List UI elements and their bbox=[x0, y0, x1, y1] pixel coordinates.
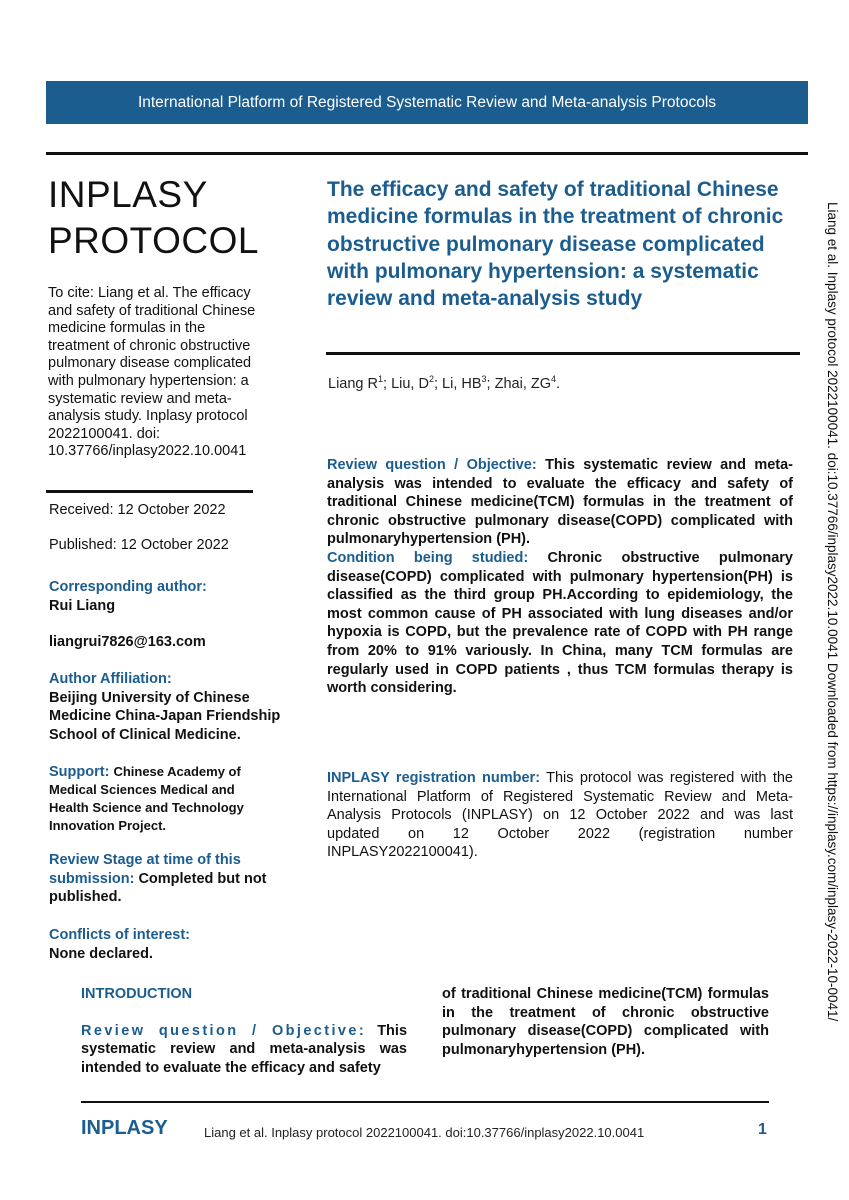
top-rule bbox=[46, 152, 808, 155]
published-date: Published: 12 October 2022 bbox=[49, 537, 229, 553]
protocol-heading-line1: INPLASY bbox=[48, 174, 208, 215]
left-divider bbox=[46, 490, 253, 493]
intro-review-question-text-right: of traditional Chinese medicine(TCM) formulas in the treatment of chronic obstructive pulmonary disease(COPD) complicated with pulmonaryhypertension (PH). bbox=[442, 986, 769, 1058]
author-name: Liang R bbox=[328, 375, 378, 392]
paper-title: The efficacy and safety of traditional Chinese medicine formulas in the treatment of chronic obstructive pulmonary disease complicated with pulmonary hypertension: a systematic review and meta-analysis study bbox=[327, 178, 784, 311]
page-number: 1 bbox=[758, 1121, 767, 1138]
condition-label: Condition being studied: bbox=[327, 549, 529, 566]
affiliation-label: Author Affiliation: bbox=[49, 671, 172, 687]
protocol-heading-line2: PROTOCOL bbox=[48, 220, 259, 261]
conflicts-of-interest bbox=[49, 926, 289, 963]
author-name: Zhai, ZG bbox=[494, 375, 552, 392]
author-separator: ; bbox=[433, 375, 443, 392]
author-separator: ; bbox=[383, 375, 392, 392]
review-stage bbox=[49, 851, 294, 907]
intro-review-question-text-left: This systematic review and meta-analysis was intended to evaluate the efficacy and safety bbox=[81, 1022, 408, 1076]
review-stage-label: Review Stage at time of this submission: bbox=[49, 852, 241, 887]
conflicts-value: None declared. bbox=[49, 945, 153, 962]
author-affiliation-number: 1 bbox=[377, 374, 383, 384]
review-question-text: This systematic review and meta-analysis was intended to evaluate the efficacy and safety of traditional Chinese medicine(TCM) formulas in the treatment of chronic obstructive pulmonary disease(COPD) complicated with pulmonaryhypertension (PH). bbox=[327, 457, 793, 548]
corresponding-author bbox=[49, 578, 309, 615]
author-separator: . bbox=[556, 375, 561, 392]
registration-label: INPLASY registration number: bbox=[327, 770, 541, 786]
author-email[interactable]: liangrui7826@163.com bbox=[49, 634, 206, 650]
review-question-label: Review question / Objective: bbox=[327, 457, 537, 473]
author-name: Liu, D bbox=[391, 375, 429, 392]
review-stage-value: Completed but not published. bbox=[49, 870, 267, 905]
protocol-heading bbox=[48, 172, 259, 264]
author-separator: ; bbox=[486, 375, 495, 392]
intro-review-question-label: Review question / Objective: bbox=[81, 1022, 367, 1039]
footer-rule bbox=[81, 1101, 769, 1103]
author-affiliation bbox=[49, 670, 309, 744]
review-question-section bbox=[327, 456, 793, 698]
registration-text: This protocol was registered with the International Platform of Registered Systematic Review and Meta-Analysis Protocols (INPLASY) on 12 October 2022 and was last updated on 12 October 2022 (registration number INPLASY2022100041). bbox=[327, 770, 793, 861]
author-affiliation-number: 3 bbox=[481, 374, 487, 384]
corresponding-label: Corresponding author: bbox=[49, 579, 207, 595]
footer-brand: INPLASY bbox=[81, 1117, 168, 1139]
banner-text: International Platform of Registered Systematic Review and Meta-analysis Protocols bbox=[137, 93, 717, 111]
corresponding-name: Rui Liang bbox=[49, 597, 116, 614]
author-affiliation-number: 4 bbox=[551, 374, 557, 384]
introduction-heading: INTRODUCTION bbox=[81, 986, 193, 1002]
citation-text: To cite: Liang et al. The efficacy and safety of traditional Chinese medicine formulas in the treatment of chronic obstructive pulmonary disease complicated with pulmonary hypertension: a systematic review and meta-analysis study. Inplasy protocol 2022100041. doi: 10.37766/inplasy2022.10.0041 bbox=[48, 285, 256, 460]
footer-citation: Liang et al. Inplasy protocol 2022100041. doi:10.37766/inplasy2022.10.0041 bbox=[204, 1125, 645, 1140]
title-rule bbox=[326, 352, 800, 355]
introduction-left-column bbox=[81, 985, 407, 1077]
author-affiliation-number: 2 bbox=[428, 374, 434, 384]
author-list bbox=[328, 374, 560, 392]
affiliation-value: Beijing University of Chinese Medicine China-Japan Friendship School of Clinical Medicine. bbox=[49, 689, 281, 743]
received-date: Received: 12 October 2022 bbox=[49, 502, 226, 518]
author-name: Li, HB bbox=[442, 375, 482, 392]
condition-text: Chronic obstructive pulmonary disease(COPD) complicated with pulmonary hypertension(PH) is classified as the third group PH.According to epidemiology, the most common cause of PH associated with lung diseases and/or hypoxia is COPD, but the prevalence rate of COPD with PH range from 20% to 91% variously. In China, many TCM formulas are regularly used in COPD patients , thus TCM formulas therapy is worth considering. bbox=[327, 549, 793, 697]
introduction-right-column bbox=[442, 985, 769, 1059]
support bbox=[49, 763, 271, 835]
download-sidebar-text: Liang et al. Inplasy protocol 2022100041. doi:10.37766/inplasy2022.10.0041 Downloaded from https://inplasy.com/inplasy-2022-10-0041/ bbox=[825, 202, 840, 1022]
conflicts-label: Conflicts of interest: bbox=[49, 927, 190, 943]
registration-section bbox=[327, 769, 793, 862]
support-label: Support: bbox=[49, 764, 110, 780]
platform-banner bbox=[46, 81, 808, 124]
support-value: Chinese Academy of Medical Sciences Medical and Health Science and Technology Innovation Project. bbox=[49, 764, 244, 833]
